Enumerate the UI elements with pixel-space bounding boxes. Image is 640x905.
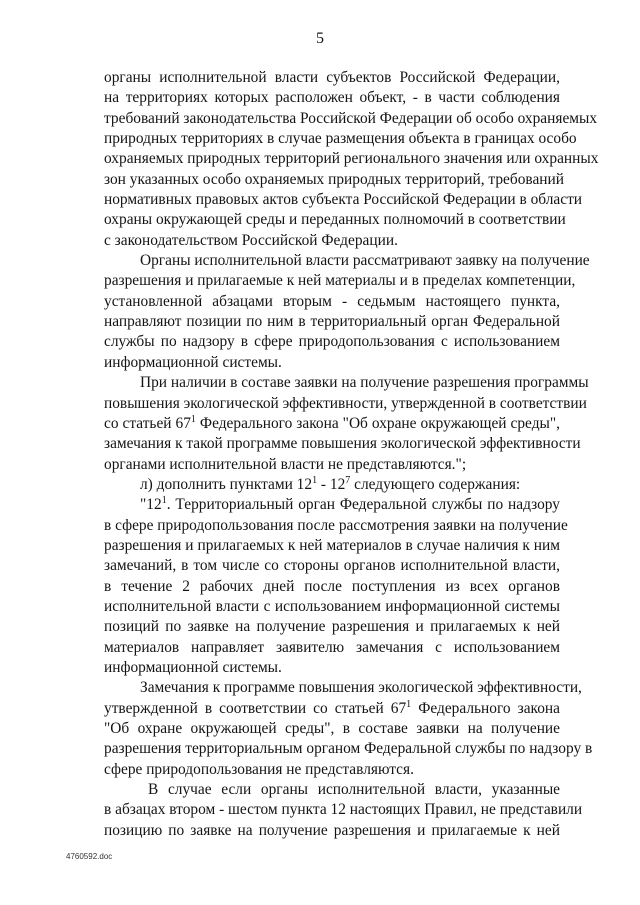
text-fragment: "12 [140,496,162,514]
text-line [104,495,560,515]
text-line: информационной системы. [104,658,282,676]
text-line [104,475,560,495]
text-fragment: со статьей 67 [104,414,191,432]
text-line: органы исполнительной власти субъектов Российской Федерации, [104,69,560,86]
text-line [104,414,560,434]
text-line: позицию по заявке на получение разрешения и прилагаемые к ней [104,821,560,839]
text-line: "Об охране окружающей среды", в составе заявки на получение [104,720,560,737]
page-number: 5 [316,30,324,47]
superscript: 1 [312,474,318,486]
text-line: направляют позиции по ним в территориальный орган Федеральной [104,313,560,331]
text-line: зон указанных особо охраняемых природных территорий, требований [104,170,564,188]
text-line [104,699,560,719]
text-line: разрешения и прилагаемых к ней материалов в случае наличия к ним [104,536,560,554]
text-fragment: Федерального закона "Об охране окружающей среды", [195,414,560,432]
text-line: установленной абзацами вторым - седьмым настоящего пункта, [104,292,560,310]
text-line: на территориях которых расположен объект, - в части соблюдения [104,89,560,107]
text-line: замечаний, в том числе со стороны органов исполнительной власти, [104,557,560,575]
text-line: повышения экологической эффективности, утвержденной в соответствии [104,394,587,412]
text-line: сфере природопользования не представляются. [104,760,414,778]
text-line: органами исполнительной власти не представляются."; [104,455,467,473]
document-file-id: 4760592.doc [66,852,113,861]
text-line: в течение 2 рабочих дней после поступления из всех органов [104,577,560,595]
text-line: информационной системы. [104,353,282,371]
text-line: исполнительной власти с использованием информационной системы [104,597,560,615]
text-fragment: следующего содержания: [350,475,521,493]
text-line: в абзацах втором - шестом пункта 12 настоящих Правил, не представили [104,801,583,819]
text-line: охраняемых природных территорий регионального значения или охранных [104,150,599,168]
superscript: 1 [161,495,167,507]
text-line: позиций по заявке на получение разрешения и прилагаемых к ней [104,618,560,636]
text-line: с законодательством Российской Федерации. [104,231,398,249]
superscript: 1 [406,698,412,710]
text-line: нормативных правовых актов субъекта Российской Федерации в области [104,191,583,209]
text-line: охраны окружающей среды и переданных полномочий в соответствии [104,211,566,229]
text-line: разрешения и прилагаемые к ней материалы и в пределах компетенции, [104,272,576,290]
document-body [104,68,599,841]
text-line: разрешения территориальным органом Федеральной службы по надзору в [104,740,593,758]
text-fragment: л) дополнить пунктами 12 [140,475,313,493]
text-line: Замечания к программе повышения экологической эффективности, [140,679,582,697]
text-fragment: Федерального закона [411,699,560,717]
text-line: в сфере природопользования после рассмотрения заявки на получение [104,516,568,534]
text-line: службы по надзору в сфере природопользования с использованием [104,333,560,351]
text-fragment: . Территориальный орган Федеральной службы по надзору [166,496,560,514]
text-line: В случае если органы исполнительной власти, указанные [148,781,560,799]
text-fragment: - 12 [317,475,346,493]
text-line: При наличии в составе заявки на получение разрешения программы [140,374,589,392]
text-line: замечания к такой программе повышения экологической эффективности [104,435,581,453]
text-line: требований законодательства Российской Федерации об особо охраняемых [104,109,598,127]
text-line: природных территориях в случае размещения объекта в границах особо [104,130,577,148]
text-line: материалов направляет заявителю замечания с использованием [104,638,560,656]
text-fragment: утвержденной в соответствии со статьей 67 [104,699,407,717]
superscript: 1 [190,413,196,425]
superscript: 7 [345,474,351,486]
text-line: Органы исполнительной власти рассматривают заявку на получение [140,252,590,270]
